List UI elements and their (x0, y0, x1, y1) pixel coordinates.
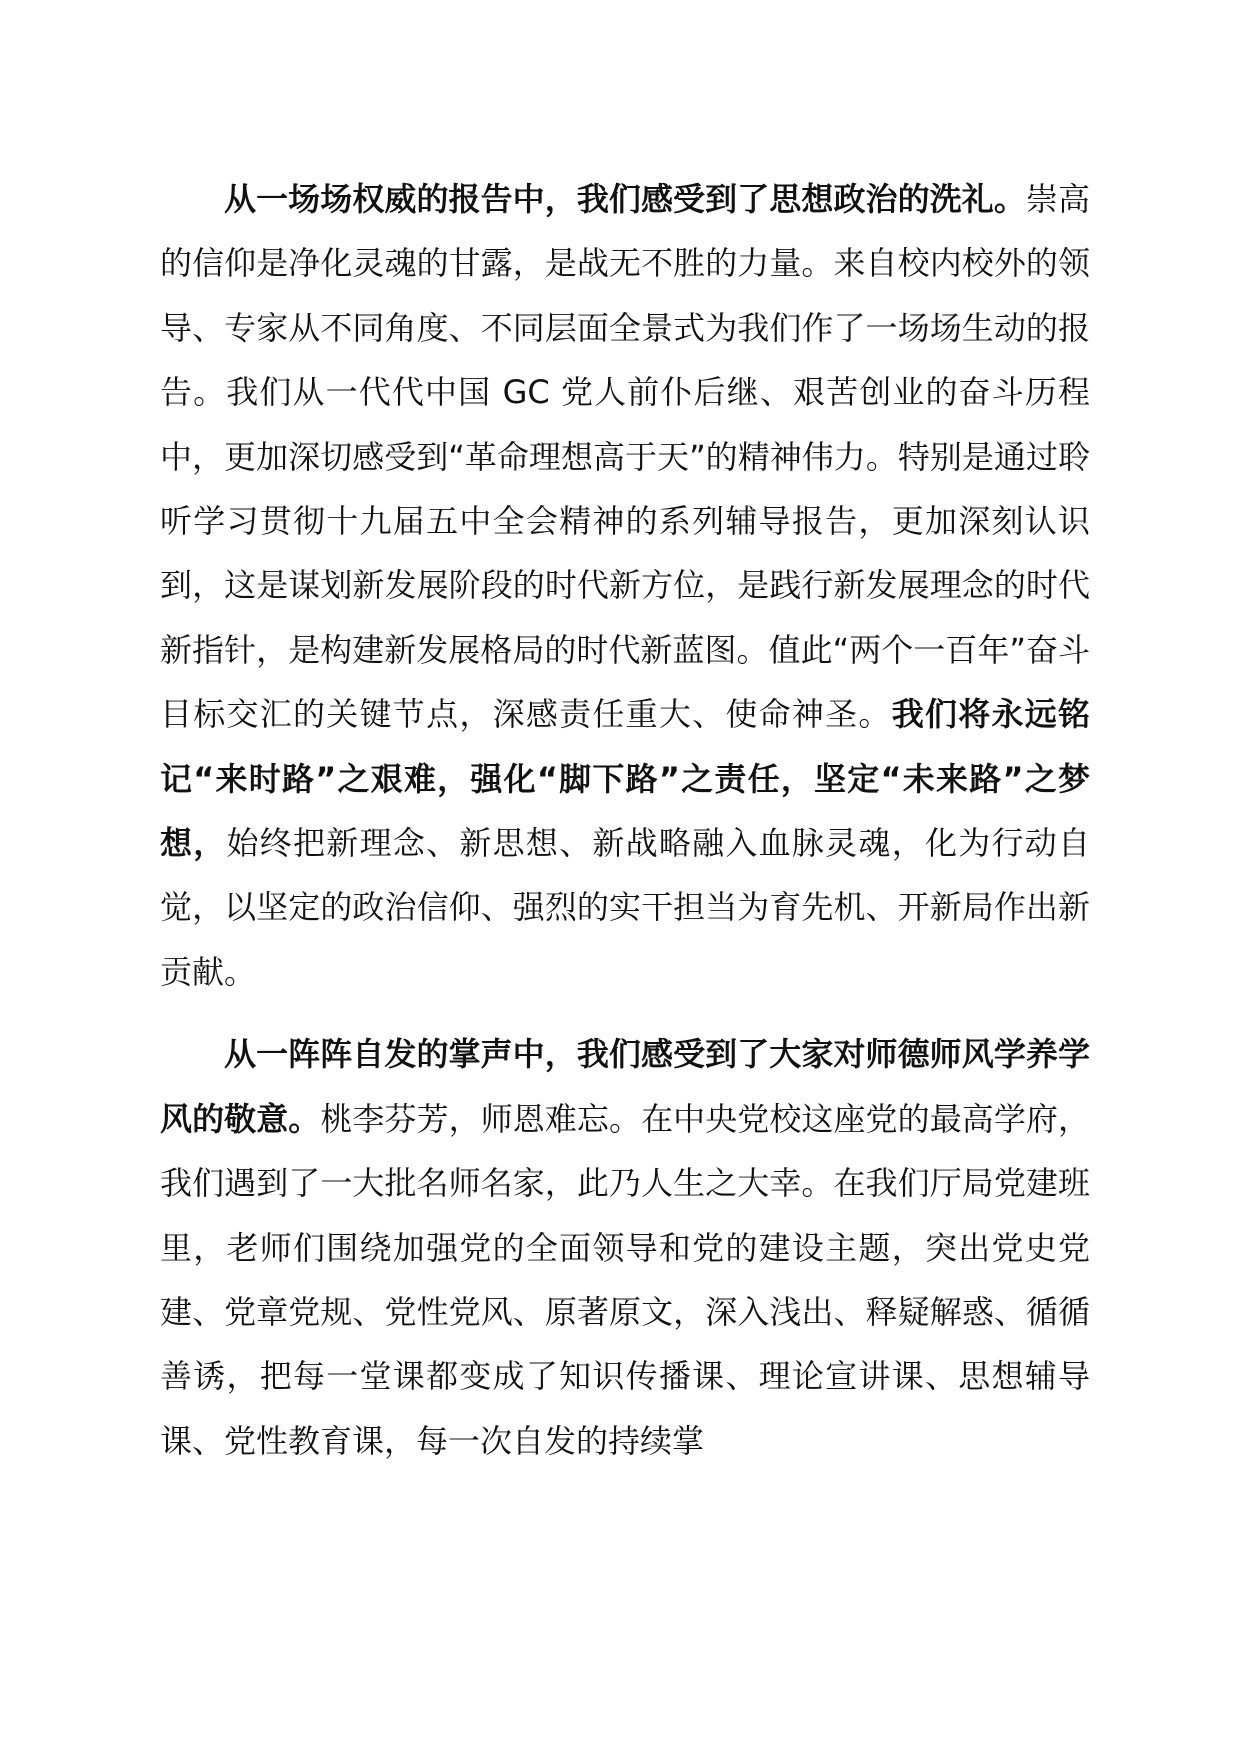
paragraph-1-heading-sentence: 从一场场权威的报告中，我们感受到了思想政治的洗礼。 (224, 180, 1026, 218)
paragraph-1-emphasis-sentence: 我们将永远铭记“来时路”之艰难，强化“脚下路”之责任，坚定“未来路”之梦想， (160, 695, 1090, 863)
paragraph-1-closing-text: 始终把新理念、新思想、新战略融入血脉灵魂，化为行动自觉，以坚定的政治信仰、强烈的实干担当为育先机、开新局作出新贡献。 (160, 824, 1090, 991)
paragraph-2 (160, 1022, 1090, 1473)
paragraph-2-heading-sentence: 从一阵阵自发的掌声中，我们感受到了大家对师德师风学养学风的敬意。 (160, 1035, 1090, 1138)
paragraph-1 (160, 167, 1090, 1004)
paragraph-1-body-text: 崇高的信仰是净化灵魂的甘露，是战无不胜的力量。来自校内校外的领导、专家从不同角度、不同层面全景式为我们作了一场场生动的报告。我们从一代代中国 GC 党人前仆后继、艰苦创业的奋斗历程中，更加深切感受到“革命理想高于天”的精神伟力。特别是通过聆听学习贯彻十九届五中全会精神的系列辅导报告，更加深刻认识到，这是谋划新发展阶段的时代新方位，是践行新发展理念的时代新指针，是构建新发展格局的时代新蓝图。值此“两个一百年”奋斗目标交汇的关键节点，深感责任重大、使命神圣。 (160, 180, 1090, 734)
paragraph-2-body-text: 桃李芬芳，师恩难忘。在中央党校这座党的最高学府，我们遇到了一大批名师名家，此乃人生之大幸。在我们厅局党建班里，老师们围绕加强党的全面领导和党的建设主题，突出党史党建、党章党规、党性党风、原著原文，深入浅出、释疑解惑、循循善诱，把每一堂课都变成了知识传播课、理论宣讲课、思想辅导课、党性教育课，每一次自发的持续掌 (160, 1099, 1090, 1460)
document-body (160, 167, 1090, 1473)
